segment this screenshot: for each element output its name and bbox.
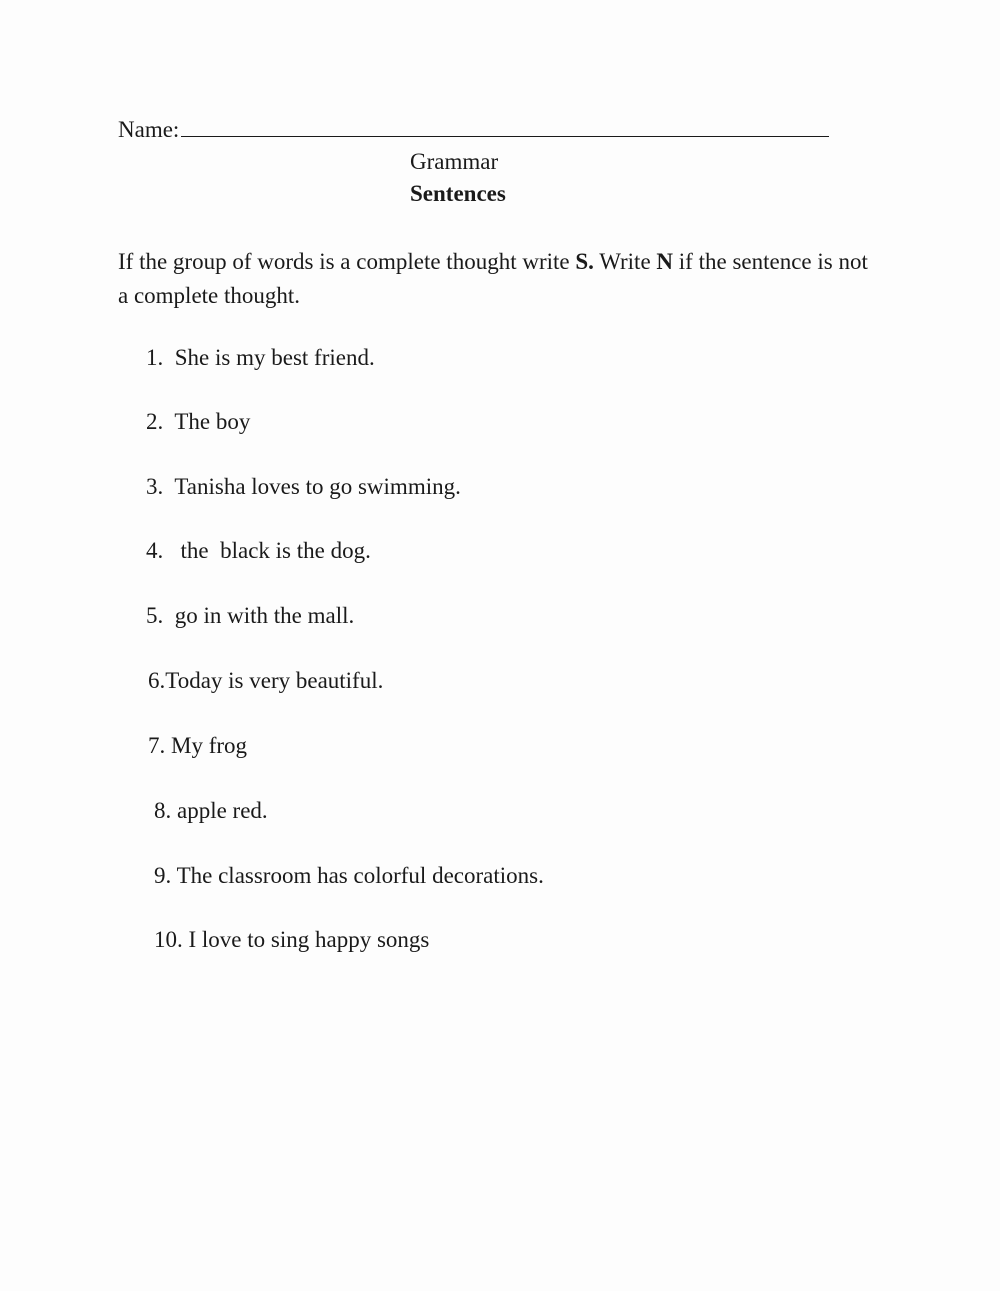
list-item-1: 1. She is my best friend.: [146, 345, 375, 370]
instructions-text-3: if the sentence is not a complete thought.: [118, 249, 868, 308]
worksheet-title: Sentences: [410, 181, 506, 206]
list-item-10: 10. I love to sing happy songs: [154, 927, 430, 952]
instructions-bold-s: S.: [575, 249, 594, 274]
name-blank-field[interactable]: [181, 116, 829, 137]
list-item-6: 6.Today is very beautiful.: [148, 668, 384, 693]
instructions-text-1: If the group of words is a complete thought write: [118, 249, 576, 274]
list-item-7: 7. My frog: [148, 733, 248, 758]
list-item-9: 9. The classroom has colorful decorations.: [154, 863, 544, 888]
list-item-8: 8. apple red.: [154, 798, 268, 823]
instructions-bold-n: N: [656, 249, 674, 274]
name-line: [118, 116, 829, 143]
subject-heading: Grammar: [410, 149, 499, 174]
list-item-5: 5. go in with the mall.: [146, 603, 355, 628]
name-label: Name:: [118, 117, 180, 142]
list-item-4: 4. the black is the dog.: [146, 538, 371, 563]
instructions: [118, 245, 878, 313]
list-item-2: 2. The boy: [146, 409, 251, 434]
instructions-text-2: Write: [593, 249, 657, 274]
list-item-3: 3. Tanisha loves to go swimming.: [146, 474, 461, 499]
